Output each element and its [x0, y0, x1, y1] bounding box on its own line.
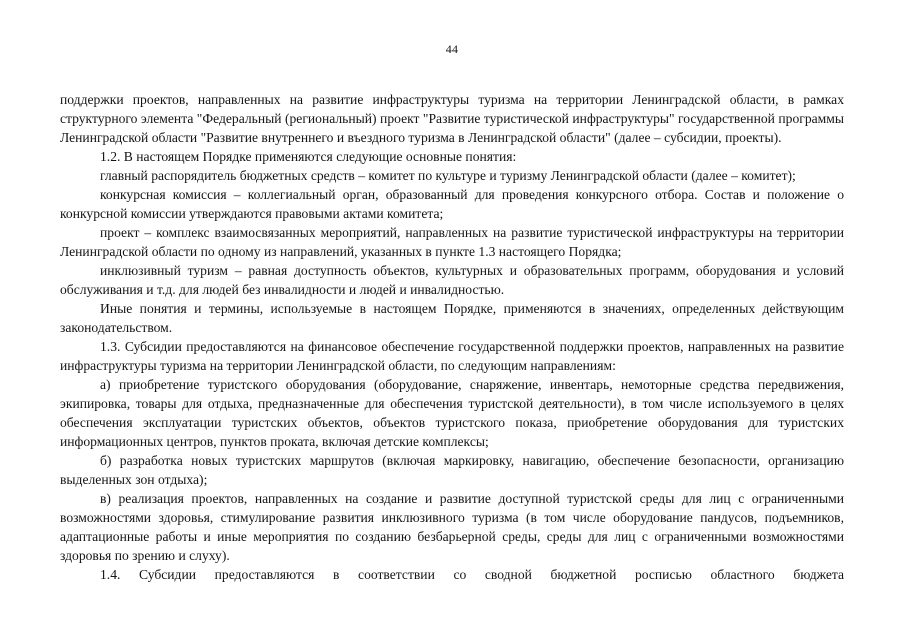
paragraph-item-b: б) разработка новых туристских маршрутов (включая маркировку, навигацию, обеспечение безопасности, организацию выделенных зон отдыха); [60, 453, 844, 487]
paragraph-1-4: 1.4. Субсидии предоставляются в соответствии со сводной бюджетной росписью областного бюджета [100, 567, 844, 582]
paragraph-main-distributor: главный распорядитель бюджетных средств – комитет по культуре и туризму Ленинградской области (далее – комитет); [100, 168, 796, 183]
paragraph-1-2: 1.2. В настоящем Порядке применяются следующие основные понятия: [100, 149, 517, 164]
paragraph-competition-commission: конкурсная комиссия – коллегиальный орган, образованный для проведения конкурсного отбора. Состав и положение о конкурсной комиссии утверждаются правовыми актами комитета; [60, 187, 844, 221]
paragraph-project-definition: проект – комплекс взаимосвязанных мероприятий, направленных на развитие туристической инфраструктуры на территории Ленинградской области по одному из направлений, указанных в пункте 1.3 настоящего Порядка; [60, 225, 844, 259]
paragraph-item-a: а) приобретение туристского оборудования (оборудование, снаряжение, инвентарь, немоторные средства передвижения, экипировка, товары для отдыха, предназначенные для обеспечения туристской деятельности), в том числе используемого в целях обеспечения эксплуатации туристских объектов, объектов туристского показа, приобретение оборудования для туристских информационных центров, пунктов проката, включая детские комплексы; [60, 377, 844, 449]
paragraph-1-3: 1.3. Субсидии предоставляются на финансовое обеспечение государственной поддержки проектов, направленных на развитие инфраструктуры туризма на территории Ленинградской области, по следующим направлениям: [60, 339, 844, 373]
page-number: 44 [445, 42, 459, 56]
paragraph-item-c: в) реализация проектов, направленных на создание и развитие доступной туристской среды для лиц с ограниченными возможностями здоровья, стимулирование развития инклюзивного туризма (в том числе оборудование пандусов, подъемников, адаптационные работы и иные мероприятия по созданию безбарьерной среды, среды для лиц с ограниченными возможностями здоровья по зрению и слуху). [60, 491, 844, 563]
paragraph-intro-continuation: поддержки проектов, направленных на развитие инфраструктуры туризма на территории Ленинградской области, в рамках структурного элемента "Федеральный (региональный) проект "Развитие туристической инфраструктуры" государственной программы Ленинградской области "Развитие внутреннего и въездного туризма в Ленинградской области" (далее – субсидии, проекты). [60, 92, 844, 145]
paragraph-other-terms: Иные понятия и термины, используемые в настоящем Порядке, применяются в значениях, определенных действующим законодательством. [60, 301, 844, 335]
document-text [60, 90, 844, 584]
paragraph-inclusive-tourism: инклюзивный туризм – равная доступность объектов, культурных и образовательных программ, оборудования и условий обслуживания и т.д. для людей без инвалидности и людей и инвалидностью. [60, 263, 844, 297]
